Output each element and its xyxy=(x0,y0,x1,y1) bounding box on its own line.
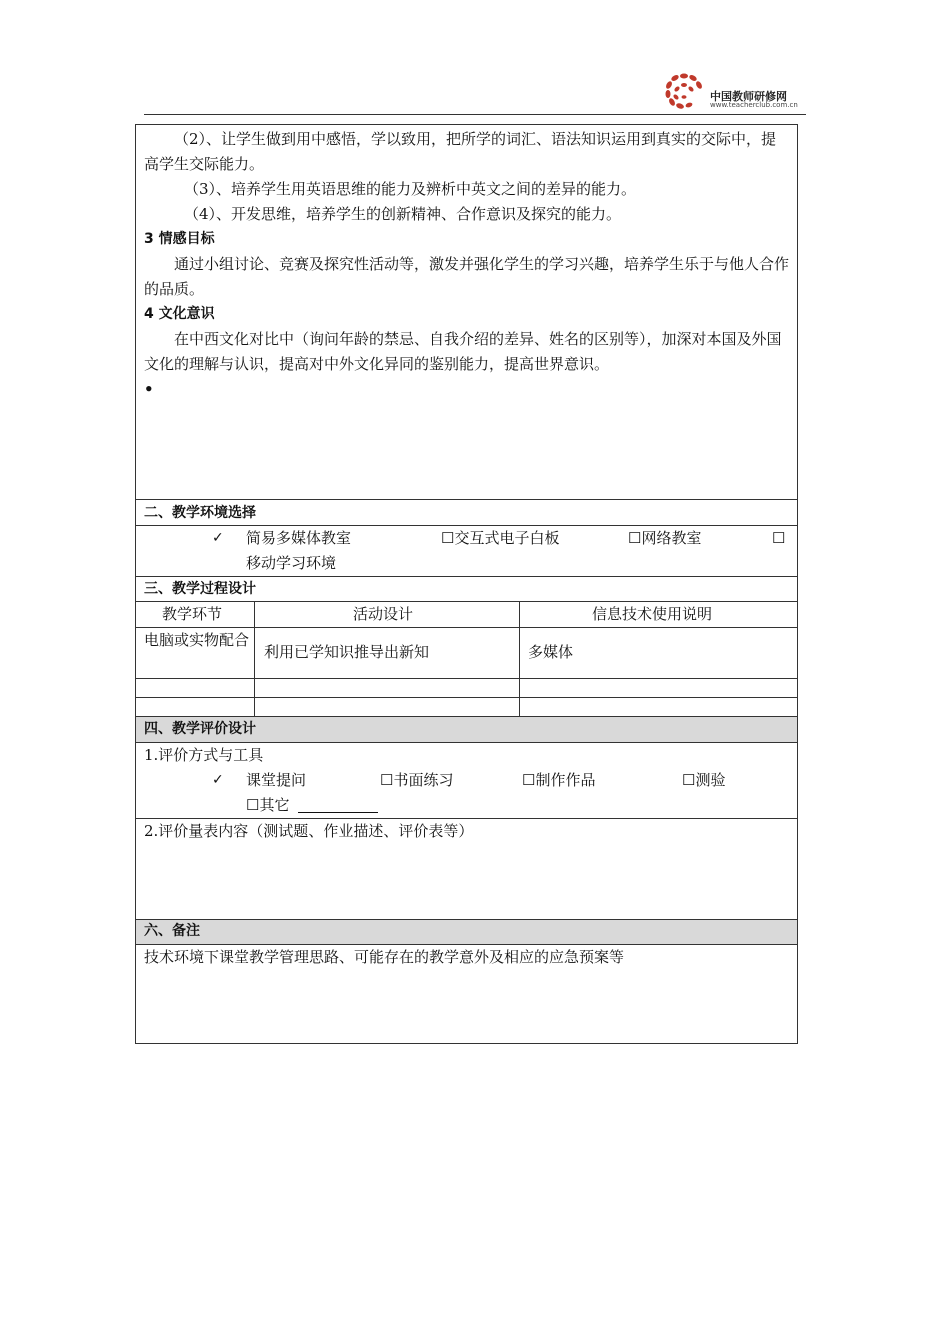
process-col-stage: 教学环节 xyxy=(162,605,223,623)
table-cell: 电脑或实物配合 xyxy=(144,631,250,649)
column-divider xyxy=(519,601,520,716)
process-col-activity: 活动设计 xyxy=(353,605,414,623)
section-shade xyxy=(136,919,797,944)
culture-heading: 4 文化意识 xyxy=(144,306,215,322)
affective-heading: 3 情感目标 xyxy=(144,231,215,247)
objective-item-2: （2）、让学生做到用中感悟，学以致用，把所学的词汇、语法知识运用到真实的交际中，提高学生交际能力。 xyxy=(144,130,777,173)
objective-item-4: （4）、开发思维，培养学生的创新精神、合作意识及探究的能力。 xyxy=(184,205,622,223)
table-row-divider xyxy=(136,697,797,698)
check-mark-icon[interactable]: ✓ xyxy=(212,530,224,546)
objective-item-3: （3）、培养学生用英语思维的能力及辨析中英文之间的差异的能力。 xyxy=(184,180,637,198)
environment-heading: 二、教学环境选择 xyxy=(144,505,256,521)
logo-flower-icon xyxy=(662,70,708,110)
bullet: • xyxy=(144,380,154,398)
table-row-divider xyxy=(136,678,797,679)
lesson-plan-table xyxy=(135,124,798,1044)
culture-text: 在中西文化对比中（询问年龄的禁忌、自我介绍的差异、姓名的区别等），加深对本国及外国文化的理解与认识，提高对中外文化异同的鉴别能力，提高世界意识。 xyxy=(144,330,782,373)
divider xyxy=(136,919,797,920)
site-logo xyxy=(662,70,802,110)
notes-text: 技术环境下课堂教学管理思路、可能存在的教学意外及相应的应急预案等 xyxy=(144,948,625,966)
eval-option-other[interactable]: ☐其它 xyxy=(246,796,290,814)
process-col-tech: 信息技术使用说明 xyxy=(592,605,713,623)
evaluation-method-label: 1.评价方式与工具 xyxy=(144,746,264,764)
divider xyxy=(136,499,797,500)
table-cell: 多媒体 xyxy=(528,643,574,661)
check-mark-icon[interactable]: ✓ xyxy=(212,772,224,788)
process-heading: 三、教学过程设计 xyxy=(144,581,256,597)
notes-heading: 六、备注 xyxy=(144,923,200,939)
env-option-whiteboard[interactable]: ☐交互式电子白板 xyxy=(441,529,560,547)
column-divider xyxy=(254,601,255,716)
eval-option-written[interactable]: ☐书面练习 xyxy=(380,771,454,789)
env-option-network[interactable]: ☐网络教室 xyxy=(628,529,702,547)
eval-option-questioning[interactable]: 课堂提问 xyxy=(246,771,307,789)
header-rule xyxy=(144,114,806,115)
other-blank-input[interactable] xyxy=(298,812,378,813)
logo-name: 中国教师研修网 xyxy=(710,90,787,103)
evaluation-heading: 四、教学评价设计 xyxy=(144,721,256,737)
evaluation-scale-label: 2.评价量表内容（测试题、作业描述、评价表等） xyxy=(144,822,474,840)
logo-url: www.teacherclub.com.cn xyxy=(710,101,798,109)
env-option-multimedia[interactable]: 简易多媒体教室 xyxy=(246,529,352,547)
affective-text: 通过小组讨论、竞赛及探究性活动等，激发并强化学生的学习兴趣，培养学生乐于与他人合作的品质。 xyxy=(144,255,790,298)
env-option-mobile-checkbox[interactable]: ☐ xyxy=(772,529,786,547)
env-option-mobile[interactable]: 移动学习环境 xyxy=(246,554,337,572)
eval-option-product[interactable]: ☐制作作品 xyxy=(522,771,596,789)
eval-option-test[interactable]: ☐测验 xyxy=(682,771,726,789)
table-cell: 利用已学知识推导出新知 xyxy=(264,643,430,661)
